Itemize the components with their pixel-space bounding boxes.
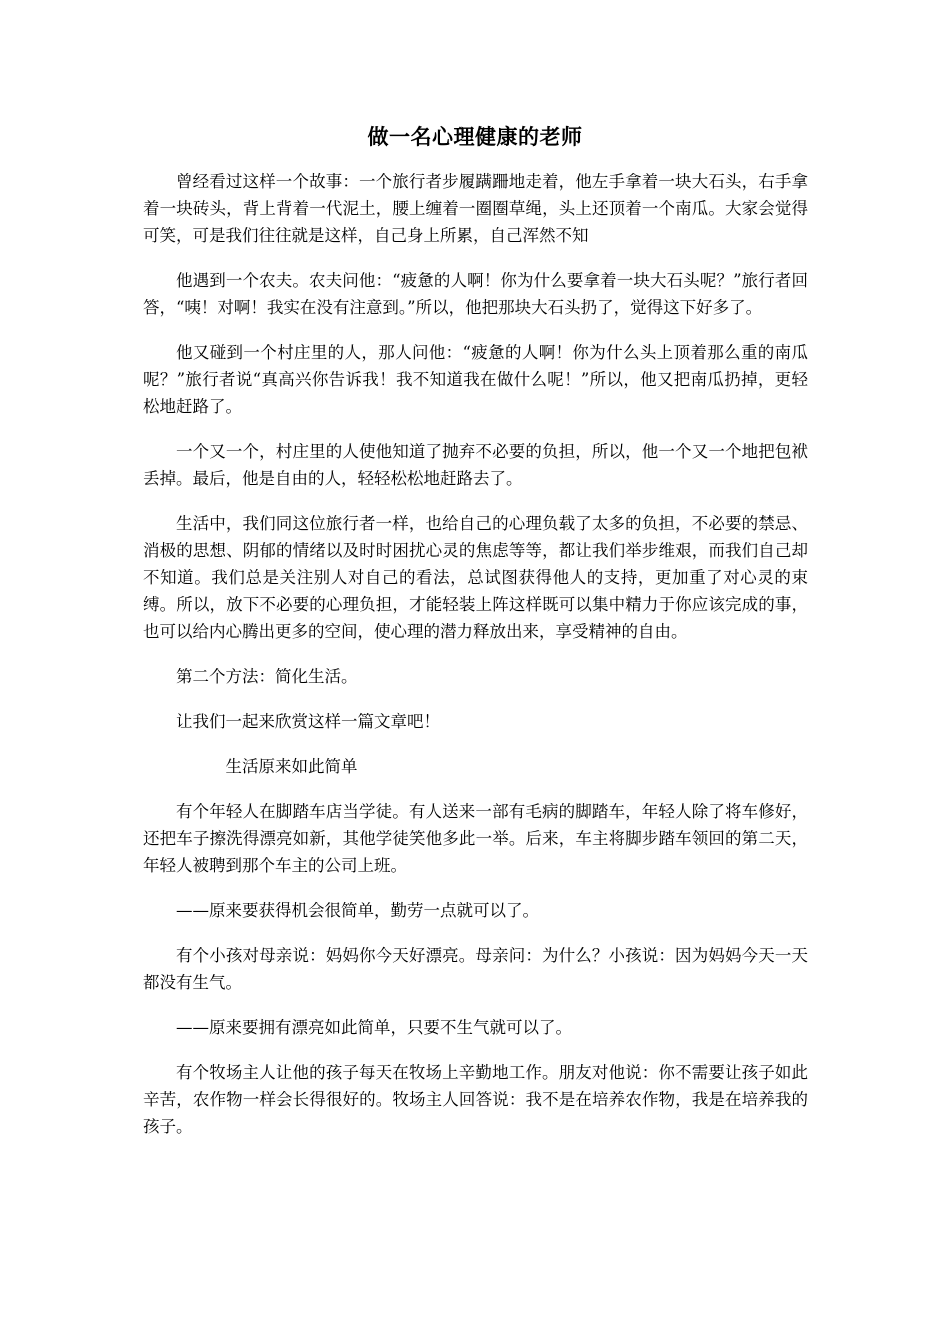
section-subtitle: 生活原来如此简单 [225,757,358,776]
paragraph: 有个小孩对母亲说：妈妈你今天好漂亮。母亲问：为什么？小孩说：因为妈妈今天一天都没有生气。 [143,946,808,992]
paragraph: 一个又一个，村庄里的人使他知道了抛弃不必要的负担，所以，他一个又一个地把包袱丢掉。最后，他是自由的人，轻轻松松地赶路去了。 [143,442,808,488]
paragraph: ——原来要获得机会很简单，勤劳一点就可以了。 [176,901,539,920]
document-body [143,168,808,1158]
paragraph: 生活中，我们同这位旅行者一样，也给自己的心理负载了太多的负担，不必要的禁忌、消极的思想、阴郁的情绪以及时时困扰心灵的焦虑等等，都让我们举步维艰，而我们自己却不知道。我们总是关注别人对自己的看法，总试图获得他人的支持，更加重了对心灵的束缚。所以，放下不必要的心理负担，才能轻装上阵这样既可以集中精力于你应该完成的事，也可以给内心腾出更多的空间，使心理的潜力释放出来，享受精神的自由。 [143,514,808,641]
paragraph: ——原来要拥有漂亮如此简单，只要不生气就可以了。 [176,1018,572,1037]
paragraph: 让我们一起来欣赏这样一篇文章吧！ [176,712,440,731]
paragraph: 他又碰到一个村庄里的人，那人问他：“疲惫的人啊！你为什么头上顶着那么重的南瓜呢？”旅行者说“真高兴你告诉我！我不知道我在做什么呢！”所以，他又把南瓜扔掉，更轻松地赶路了。 [143,343,808,416]
document-title: 做一名心理健康的老师 [367,124,583,149]
paragraph: 第二个方法：简化生活。 [176,667,358,686]
paragraph: 有个牧场主人让他的孩子每天在牧场上辛勤地工作。朋友对他说：你不需要让孩子如此辛苦，农作物一样会长得很好的。牧场主人回答说：我不是在培养农作物，我是在培养我的孩子。 [143,1063,808,1136]
paragraph: 他遇到一个农夫。农夫问他：“疲惫的人啊！你为什么要拿着一块大石头呢？”旅行者回答，“咦！对啊！我实在没有注意到。”所以，他把那块大石头扔了，觉得这下好多了。 [143,271,808,317]
paragraph: 有个年轻人在脚踏车店当学徒。有人送来一部有毛病的脚踏车，年轻人除了将车修好，还把车子擦洗得漂亮如新，其他学徒笑他多此一举。后来，车主将脚步踏车领回的第二天，年轻人被聘到那个车主的公司上班。 [143,802,808,875]
paragraph: 曾经看过这样一个故事：一个旅行者步履蹒跚地走着，他左手拿着一块大石头，右手拿着一块砖头，背上背着一代泥土，腰上缠着一圈圈草绳，头上还顶着一个南瓜。大家会觉得可笑，可是我们往往就是这样，自己身上所累，自己浑然不知 [143,172,808,245]
